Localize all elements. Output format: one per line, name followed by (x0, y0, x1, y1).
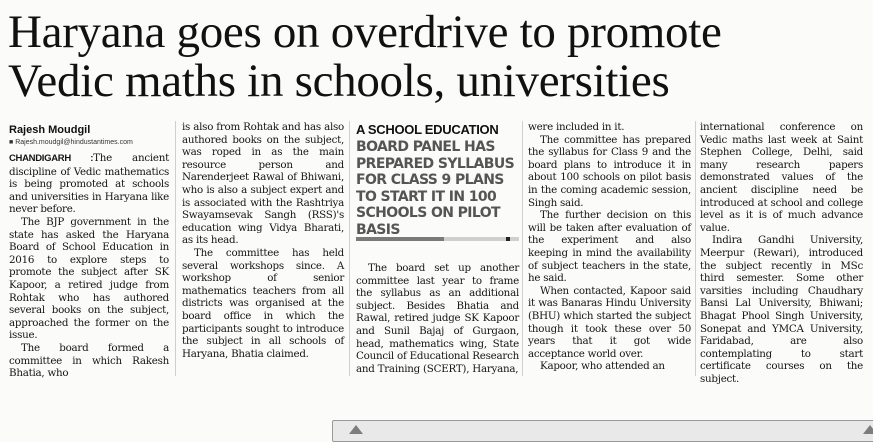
paragraph: Kapoor, who attended an (540, 360, 665, 373)
paragraph: When contacted, Kapoor said it was Banaras Hindu University (BHU) which started the subject though it took these over 50 years that it got wide acceptance world over. (528, 284, 691, 360)
paragraph (9, 152, 169, 216)
paragraph: Indira Gandhi University, Meerpur (Rewari), introduced the subject recently in MSc third semester. Some other varsities including Chaudhary Bansi Lal University, Bhiwani; Bhagat Phool Singh University, Sonepat and YMCA University, Faridabad, are also contemplating to start certificate courses on the subject. (700, 234, 863, 385)
column-divider (175, 121, 176, 376)
pull-quote-rule-mark (506, 237, 510, 241)
viewer-toolbar[interactable] (332, 420, 873, 442)
scroll-up-icon[interactable] (349, 425, 363, 434)
column-4 (528, 121, 691, 373)
paragraph: is also from Rohtak and has also authored books on the subject, was roped in as the main resource person and Narenderjeet Rawal of Bhiwani, who is also a subject expert and is associated with the Rashtriya Swayamsevak Sangh (RSS)'s education wing Vidya Bharati, as its head. (182, 121, 344, 247)
paragraph: The board set up another committee last year to frame the syllabus as an additional subject. Besides Bhatia and Rawal, retired judge SK Kapoor and Sunil Bajaj of Gurgaon, head, mathematics wing, State Council of Educational Research and Training (SCERT), Haryana, (356, 262, 519, 375)
paragraph: The BJP government in the state has asked the Haryana Board of School Education in 2016 to explore steps to promote the subject after SK Kapoor, a retired judge from Rohtak who has authored several books on the subject, approached the former on the issue. (9, 215, 169, 342)
paragraph: international conference on Vedic maths last week at Saint Stephen College, Delhi, said many research papers demonstrated values of the ancient discipline need be introduced at school and college level as it is of much advance value. (700, 121, 863, 234)
column-divider (695, 121, 696, 376)
scroll-up-icon[interactable] (863, 425, 873, 434)
headline-line-1: Haryana goes on overdrive to promote (8, 6, 722, 58)
column-3 (356, 262, 519, 375)
column-divider (349, 121, 350, 376)
author-email-text: Rajesh.moudgil@hindustantimes.com (15, 139, 133, 146)
dateline: CHANDIGARH : (9, 153, 94, 164)
column-2 (182, 121, 344, 360)
paragraph: The committee has held several workshops since. A workshop of senior mathematics teachers from all districts was organised at the board office in which the participants sought to introduce the subject in all schools of Haryana, Bhatia claimed. (182, 246, 344, 360)
paragraph: The committee has prepared the syllabus for Class 9 and the board plans to introduce it in about 100 schools on pilot basis in the coming academic session, Singh said. (528, 133, 691, 209)
paragraph: were included in it. (528, 121, 625, 133)
author-email: ■ Rajesh.moudgil@hindustantimes.com (9, 139, 133, 146)
paragraph-text: The ancient discipline of Vedic mathematics is being promoted at schools and universities in Haryana like never before. (9, 152, 169, 216)
pull-quote-rule-fill (356, 237, 444, 241)
paragraph: The board formed a committee in which Rakesh Bhatia, who (9, 341, 169, 380)
paragraph: The further decision on this will be taken after evaluation of the experiment and also keeping in mind the availability of subject teachers in the state, he said. (528, 209, 691, 285)
headline (8, 8, 868, 106)
pull-quote-rule (356, 237, 519, 241)
author-byline: Rajesh Moudgil (9, 124, 91, 136)
pull-quote: BOARD PANEL HAS PREPARED SYLLABUS FOR CLASS 9 PLANS TO START IT IN 100 SCHOOLS ON PILOT BASIS (356, 139, 515, 238)
pull-quote-kicker: A SCHOOL EDUCATION (356, 122, 499, 137)
column-divider (522, 121, 523, 376)
column-1 (9, 152, 169, 380)
column-5 (700, 121, 863, 385)
headline-line-2: Vedic maths in schools, universities (8, 55, 670, 107)
